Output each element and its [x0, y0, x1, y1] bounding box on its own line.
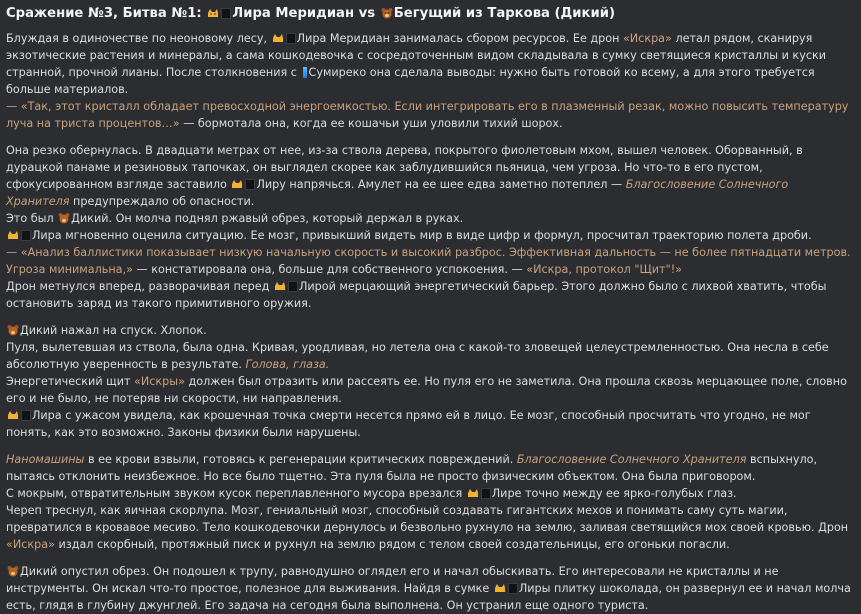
- black-square-icon: [21, 410, 31, 421]
- paragraph-2: — «Так, этот кристалл обладает превосходной энергоемкостью. Если интегрировать его в плазменный резак, можно повысить температуру луча на триста процентов…» — бормотала она, когда ее кошачьи уши уловили тихий шорох.: [6, 100, 849, 130]
- bear-icon: [58, 212, 70, 224]
- paragraph-11: Лира с ужасом увидела, как крошечная точка смерти несется прямо ей в лицо. Ее мозг, способный просчитать что угодно, не мог понять, как это возможно. Законы физики были нарушены.: [6, 409, 811, 439]
- paragraph-15: Дикий опустил обрез. Он подошел к трупу, равнодушно оглядел его и начал обыскивать. Его интересовали не кристаллы и не инструменты. Он искал что-то простое, полезное для выживания. Найдя в сумке Лиры плитку шоколада, он развернул ее и начал молча есть, глядя в глубину джунглей. Его задача на сегодня была выполнена. Он устранил еще одного туриста.: [6, 565, 851, 612]
- blue-bar-icon: [303, 67, 307, 78]
- black-square-icon: [221, 8, 231, 19]
- paragraph-4: Это был Дикий. Он молча поднял ржавый обрез, который держал в руках.: [6, 212, 464, 225]
- drone-name: «Искры»: [134, 375, 185, 388]
- blessing-name: Благословение Солнечного Хранителя: [6, 178, 789, 208]
- cat-icon: [231, 178, 243, 190]
- cat-icon: [7, 409, 19, 421]
- black-square-icon: [21, 230, 31, 241]
- cat-icon: [7, 229, 19, 241]
- title-vs: vs: [354, 6, 380, 21]
- emphasis: Голова, глаза.: [245, 358, 330, 371]
- black-square-icon: [288, 281, 298, 292]
- paragraph-14: Череп треснул, как яичная скорлупа. Мозг, гениальный мозг, способный создавать гигантских мехов и понимать саму суть магии, превратился в кровавое месиво. Тело кошкодевочки дернулось и безвольно рухнуло на землю, заливая светящийся мох своей кровью. Дрон «Искра» издал скорбный, протяжный писк и рухнул на землю рядом с телом своей создательницы, его огоньки погасли.: [6, 504, 849, 551]
- black-square-icon: [508, 583, 518, 594]
- title-lira: Лира Меридиан: [232, 6, 355, 21]
- title-enemy: Бегущий из Таркова (Дикий): [393, 6, 615, 21]
- paragraph-3: Она резко обернулась. В двадцати метрах от нее, из-за ствола дерева, покрытого фиолетовым мхом, вышел человек. Оборванный, в дурацкой панаме и резиновых тапочках, он выглядел скорее как заблудившийся пьяница, чем угроза. Но что-то в его пустом, сфокусированном взгляде заставило Лиру напрячься. Амулет на ее шее едва заметно потеплел — Благословение Солнечного Хранителя предупреждало об опасности.: [6, 144, 803, 208]
- drone-name: «Искра»: [6, 538, 55, 551]
- bear-icon: [7, 565, 19, 577]
- drone-name: «Искра»: [622, 32, 672, 45]
- paragraph-12: Наномашины в ее крови взвыли, готовясь к регенерации критических повреждений. Благословение Солнечного Хранителя вспыхнуло, пытаясь отклонить неизбежное. Но все было тщетно. Эта пуля была не просто физическим объектом. Она была приговором.: [6, 453, 818, 483]
- paragraph-5: Лира мгновенно оценила ситуацию. Ее мозг, привыкший видеть мир в виде цифр и формул, просчитал траекторию полета дроби.: [6, 227, 853, 244]
- cat-icon: [274, 280, 286, 292]
- paragraph-1: Блуждая в одиночестве по неоновому лесу, Лира Меридиан занималась сбором ресурсов. Ее дрон «Искра» летал рядом, сканируя экзотические растения и минералы, а сама кошкодевочка с сосредоточенным видом складывала в сумку светящиеся кристаллы и куски странной, прочной лианы. После столкновения с Сумиреко она сделала выводы: нужно быть готовой ко всему, а для этого требуется больше материалов.: [6, 32, 826, 96]
- cat-icon: [207, 7, 219, 19]
- cat-icon: [494, 582, 506, 594]
- quote: — «Так, этот кристалл обладает превосходной энергоемкостью. Если интегрировать его в плазменный резак, можно повысить температуру луча на триста процентов…»: [6, 100, 849, 130]
- quote: «Искра, протокол "Щит"!»: [526, 263, 683, 276]
- paragraph-10: Энергетический щит «Искры» должен был отразить или рассеять ее. Но пуля его не заметила. Она прошла сквозь мерцающее поле, словно его и не было, не потеряв ни скорости, ни направления.: [6, 375, 847, 405]
- title-prefix: Сражение №3, Битва №1:: [6, 6, 207, 21]
- quote: — «Анализ баллистики показывает низкую начальную скорость и высокий разброс. Эффективная дальность — не более пятнадцати метров. Угроза минимальна,»: [6, 246, 851, 276]
- battle-title: [6, 5, 853, 23]
- black-square-icon: [286, 33, 296, 44]
- black-square-icon: [481, 488, 491, 499]
- paragraph-13: С мокрым, отвратительным звуком кусок переплавленного мусора врезался Лире точно между ее ярко-голубых глаз.: [6, 487, 737, 500]
- bear-icon: [381, 7, 393, 19]
- paragraph-9: Пуля, вылетевшая из ствола, была одна. Кривая, уродливая, но летела она с какой-то зловещей целеустремленностью. Она несла в себе абсолютную уверенность в результате. Голова, глаза.: [6, 341, 829, 371]
- paragraph-6: — «Анализ баллистики показывает низкую начальную скорость и высокий разброс. Эффективная дальность — не более пятнадцати метров. Угроза минимальна,» — констатировала она, больше для собственного успокоения. — «Искра, протокол "Щит"!»: [6, 246, 851, 276]
- bear-icon: [7, 324, 19, 336]
- paragraph-8: Дикий нажал на спуск. Хлопок.: [6, 322, 853, 339]
- cat-icon: [272, 32, 284, 44]
- blessing-name: Благословение Солнечного Хранителя: [516, 453, 747, 466]
- black-square-icon: [245, 179, 255, 190]
- cat-icon: [467, 487, 479, 499]
- nanomachines: Наномашины: [6, 453, 85, 466]
- paragraph-7: Дрон метнулся вперед, разворачивая перед Лирой мерцающий энергетический барьер. Этого должно было с лихвой хватить, чтобы остановить заряд из такого примитивного оружия.: [6, 280, 827, 310]
